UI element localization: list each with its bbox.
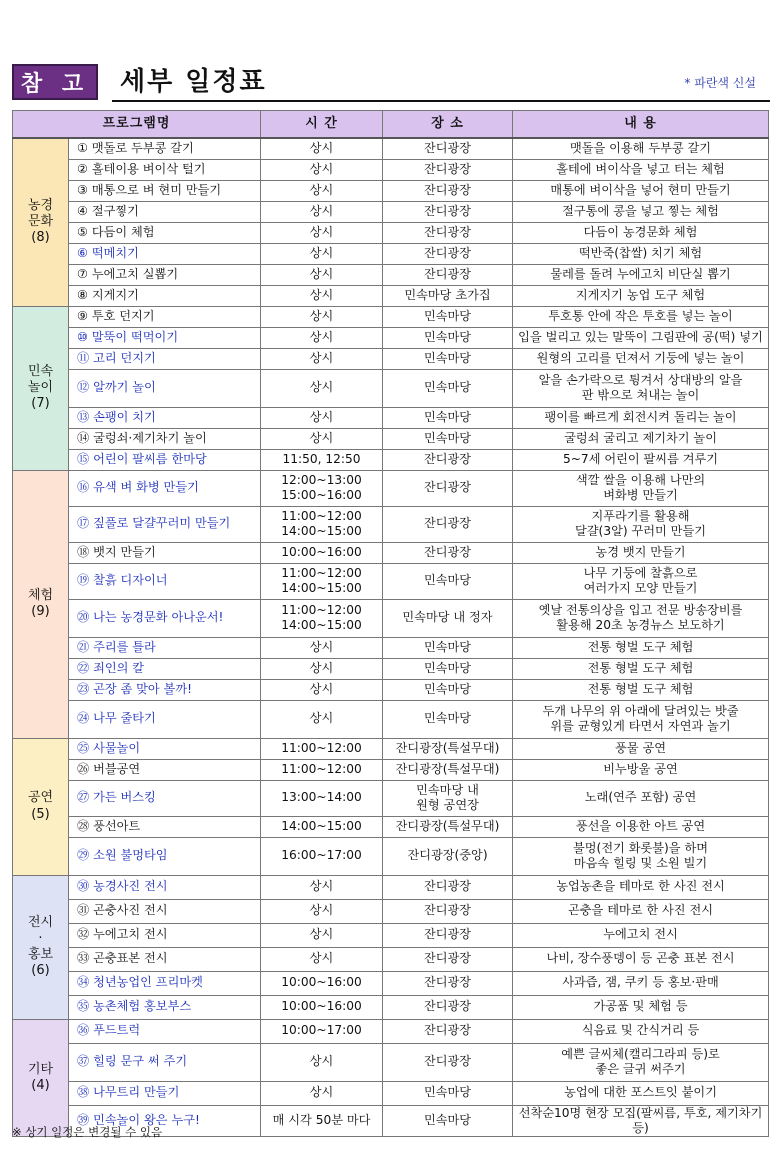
program-name: 손팽이 치기 (93, 409, 156, 424)
program-name: 힐링 문구 써 주기 (93, 1054, 188, 1069)
desc-cell: 농경 뱃지 만들기 (513, 542, 769, 563)
desc-cell: 비누방울 공연 (513, 759, 769, 780)
desc-cell: 선착순10명 현장 모집(팔씨름, 투호, 제기차기 등) (513, 1105, 769, 1137)
desc-cell: 전통 형벌 도구 체험 (513, 679, 769, 700)
time-cell: 14:00~15:00 (261, 816, 383, 837)
place-cell: 잔디광장 (383, 201, 513, 222)
program-name: 투호 던지기 (91, 308, 155, 323)
program-cell (69, 243, 261, 264)
program-number: ③ (77, 182, 88, 197)
program-name: 나는 농경문화 아나운서! (93, 610, 224, 625)
program-number: ㉝ (77, 951, 90, 966)
program-cell (69, 700, 261, 738)
table-row (13, 285, 769, 306)
program-number: ⑩ (77, 329, 88, 344)
document-header (12, 64, 770, 102)
program-number: ⑥ (77, 245, 88, 260)
place-cell: 민속마당 (383, 327, 513, 348)
program-number: ㊳ (77, 1085, 90, 1100)
program-name: 짚풀로 달걀꾸러미 만들기 (93, 516, 231, 531)
time-cell: 상시 (261, 138, 383, 159)
category-cell: 공연 (5) (13, 738, 69, 875)
program-cell (69, 428, 261, 449)
program-cell (69, 306, 261, 327)
program-number: ㊴ (77, 1113, 90, 1128)
category-cell: 민속 놀이 (7) (13, 306, 69, 470)
program-number: ㉚ (77, 879, 90, 894)
time-cell: 10:00~16:00 (261, 542, 383, 563)
program-number: ㉕ (77, 740, 90, 755)
table-row (13, 700, 769, 738)
program-number: ㉜ (77, 927, 90, 942)
desc-cell: 입을 벌리고 있는 말뚝이 그림판에 공(떡) 넣기 (513, 327, 769, 348)
program-number: ㉛ (77, 903, 90, 918)
table-row (13, 780, 769, 816)
table-row (13, 243, 769, 264)
time-cell: 16:00~17:00 (261, 837, 383, 875)
desc-cell: 절구통에 콩을 넣고 찧는 체험 (513, 201, 769, 222)
place-cell: 잔디광장(중앙) (383, 837, 513, 875)
desc-cell: 노래(연주 포함) 공연 (513, 780, 769, 816)
program-cell (69, 759, 261, 780)
category-cell: 체험 (9) (13, 470, 69, 738)
place-cell: 잔디광장 (383, 1043, 513, 1081)
time-cell: 10:00~16:00 (261, 995, 383, 1019)
time-cell: 상시 (261, 306, 383, 327)
table-row (13, 138, 769, 159)
program-number: ㉑ (77, 639, 90, 654)
place-cell: 민속마당 초가집 (383, 285, 513, 306)
program-number: ㉖ (77, 761, 90, 776)
table-row (13, 449, 769, 470)
program-cell (69, 947, 261, 971)
place-cell: 민속마당 내 정자 (383, 599, 513, 637)
program-name: 누에고치 전시 (93, 927, 168, 942)
time-cell: 상시 (261, 369, 383, 407)
desc-cell: 굴렁쇠 굴리고 제기차기 놀이 (513, 428, 769, 449)
time-cell: 상시 (261, 875, 383, 899)
program-cell (69, 738, 261, 759)
program-name: 찰흙 디자이너 (93, 573, 168, 588)
place-cell: 민속마당 (383, 369, 513, 407)
program-number: ⑦ (77, 266, 88, 281)
program-cell (69, 563, 261, 599)
table-row (13, 470, 769, 506)
program-number: ⑫ (77, 380, 90, 395)
program-name: 곤충표본 전시 (93, 951, 168, 966)
table-row (13, 306, 769, 327)
program-number: ㉓ (77, 681, 90, 696)
program-cell (69, 264, 261, 285)
table-row (13, 222, 769, 243)
place-cell: 민속마당 (383, 700, 513, 738)
place-cell: 잔디광장 (383, 264, 513, 285)
desc-cell: 식음료 및 간식거리 등 (513, 1019, 769, 1043)
program-number: ⑰ (77, 516, 90, 531)
desc-cell: 풍물 공연 (513, 738, 769, 759)
column-header: 내 용 (513, 111, 769, 139)
time-cell: 상시 (261, 407, 383, 428)
desc-cell: 농업농촌을 테마로 한 사진 전시 (513, 875, 769, 899)
program-name: 뱃지 만들기 (93, 544, 156, 559)
program-cell (69, 995, 261, 1019)
desc-cell: 가공품 및 체험 등 (513, 995, 769, 1019)
desc-cell: 전통 형벌 도구 체험 (513, 637, 769, 658)
table-row (13, 679, 769, 700)
program-cell (69, 138, 261, 159)
desc-cell: 두개 나무의 위 아래에 달려있는 밧줄 위를 균형있게 타면서 자연과 놀기 (513, 700, 769, 738)
desc-cell: 물레를 돌려 누에고치 비단실 뽑기 (513, 264, 769, 285)
place-cell: 잔디광장 (383, 138, 513, 159)
place-cell: 잔디광장 (383, 947, 513, 971)
program-cell (69, 875, 261, 899)
table-row (13, 348, 769, 369)
program-cell (69, 679, 261, 700)
program-number: ⑤ (77, 224, 88, 239)
program-name: 나무트리 만들기 (93, 1085, 180, 1100)
table-row (13, 899, 769, 923)
desc-cell: 나비, 장수풍뎅이 등 곤충 표본 전시 (513, 947, 769, 971)
program-name: 청년농업인 프리마켓 (93, 975, 203, 990)
time-cell: 상시 (261, 923, 383, 947)
place-cell: 잔디광장 (383, 159, 513, 180)
program-cell (69, 327, 261, 348)
place-cell: 민속마당 내 원형 공연장 (383, 780, 513, 816)
desc-cell: 매통에 벼이삭을 넣어 현미 만들기 (513, 180, 769, 201)
time-cell: 상시 (261, 700, 383, 738)
place-cell: 민속마당 (383, 348, 513, 369)
program-name: 절구찧기 (91, 203, 139, 218)
program-number: ⑭ (77, 430, 90, 445)
program-name: 주리를 틀라 (93, 639, 156, 654)
place-cell: 잔디광장 (383, 470, 513, 506)
program-cell (69, 369, 261, 407)
category-cell: 전시 · 홍보 (6) (13, 875, 69, 1019)
table-row (13, 837, 769, 875)
table-row (13, 947, 769, 971)
desc-cell: 전통 형벌 도구 체험 (513, 658, 769, 679)
place-cell: 민속마당 (383, 637, 513, 658)
program-number: ㉞ (77, 975, 90, 990)
place-cell: 잔디광장 (383, 449, 513, 470)
program-number: ⑧ (77, 287, 88, 302)
program-name: 곤장 좀 맞아 볼까! (93, 681, 192, 696)
time-cell: 11:50, 12:50 (261, 449, 383, 470)
place-cell: 민속마당 (383, 1081, 513, 1105)
table-header-row (13, 111, 769, 139)
table-row (13, 327, 769, 348)
desc-cell: 풍선을 이용한 아트 공연 (513, 816, 769, 837)
program-number: ⑬ (77, 409, 90, 424)
place-cell: 잔디광장(특설무대) (383, 738, 513, 759)
table-row (13, 1081, 769, 1105)
program-cell (69, 222, 261, 243)
time-cell: 상시 (261, 1043, 383, 1081)
time-cell: 13:00~14:00 (261, 780, 383, 816)
program-cell (69, 407, 261, 428)
time-cell: 상시 (261, 348, 383, 369)
time-cell: 상시 (261, 159, 383, 180)
program-cell (69, 816, 261, 837)
place-cell: 잔디광장(특설무대) (383, 816, 513, 837)
program-cell (69, 348, 261, 369)
program-name: 나무 줄타기 (93, 711, 156, 726)
program-number: ⑲ (77, 573, 90, 588)
desc-cell: 색깔 쌀을 이용해 나만의 벼화병 만들기 (513, 470, 769, 506)
program-name: 푸드트럭 (93, 1023, 141, 1038)
program-number: ⑯ (77, 480, 90, 495)
program-name: 농촌체험 홍보부스 (93, 999, 192, 1014)
program-number: ② (77, 161, 88, 176)
desc-cell: 맷돌을 이용해 두부콩 갈기 (513, 138, 769, 159)
time-cell: 11:00~12:00 (261, 759, 383, 780)
table-row (13, 875, 769, 899)
desc-cell: 사과즙, 잼, 쿠키 등 홍보·판매 (513, 971, 769, 995)
page-title: 세부 일정표 (120, 67, 267, 97)
program-name: 말뚝이 떡먹이기 (91, 329, 179, 344)
time-cell: 12:00~13:00 15:00~16:00 (261, 470, 383, 506)
program-name: 알까기 놀이 (93, 380, 156, 395)
table-row (13, 923, 769, 947)
time-cell: 상시 (261, 428, 383, 449)
time-cell: 상시 (261, 327, 383, 348)
place-cell: 잔디광장 (383, 875, 513, 899)
table-row (13, 506, 769, 542)
category-cell: 농경 문화 (8) (13, 138, 69, 306)
column-header: 시 간 (261, 111, 383, 139)
program-cell (69, 449, 261, 470)
time-cell: 상시 (261, 637, 383, 658)
time-cell: 11:00~12:00 14:00~15:00 (261, 506, 383, 542)
program-number: ⑳ (77, 610, 90, 625)
time-cell: 상시 (261, 222, 383, 243)
program-name: 농경사진 전시 (93, 879, 168, 894)
table-row (13, 407, 769, 428)
program-number: ⑪ (77, 350, 90, 365)
schedule-table (12, 110, 769, 1137)
place-cell: 잔디광장 (383, 995, 513, 1019)
program-number: ㉙ (77, 848, 90, 863)
place-cell: 민속마당 (383, 306, 513, 327)
table-body (13, 138, 769, 1137)
table-row (13, 369, 769, 407)
place-cell: 잔디광장 (383, 222, 513, 243)
table-row (13, 180, 769, 201)
program-name: 풍선아트 (93, 818, 141, 833)
time-cell: 상시 (261, 285, 383, 306)
program-name: 떡메치기 (91, 245, 139, 260)
program-name: 사물놀이 (93, 740, 141, 755)
time-cell: 상시 (261, 180, 383, 201)
program-number: ⑮ (77, 451, 90, 466)
program-name: 죄인의 칼 (93, 660, 145, 675)
category-cell: 기타 (4) (13, 1019, 69, 1137)
table-row (13, 759, 769, 780)
program-name: 다듬이 체험 (91, 224, 155, 239)
table-row (13, 201, 769, 222)
time-cell: 상시 (261, 264, 383, 285)
program-number: ㉘ (77, 818, 90, 833)
program-name: 소원 불멍타임 (93, 848, 168, 863)
table-row (13, 1043, 769, 1081)
place-cell: 민속마당 (383, 407, 513, 428)
desc-cell: 홀테에 벼이삭을 넣고 터는 체험 (513, 159, 769, 180)
desc-cell: 5~7세 어린이 팔씨름 겨루기 (513, 449, 769, 470)
program-number: ① (77, 141, 88, 156)
program-number: ㉒ (77, 660, 90, 675)
place-cell: 민속마당 (383, 428, 513, 449)
place-cell: 잔디광장 (383, 923, 513, 947)
desc-cell: 곤충을 테마로 한 사진 전시 (513, 899, 769, 923)
program-number: ⑨ (77, 308, 88, 323)
desc-cell: 떡반죽(찹쌀) 치기 체험 (513, 243, 769, 264)
program-cell (69, 1019, 261, 1043)
column-header: 장 소 (383, 111, 513, 139)
program-name: 홀테이용 벼이삭 털기 (91, 161, 206, 176)
program-name: 버블공연 (93, 761, 141, 776)
program-number: ⑱ (77, 544, 90, 559)
column-header: 프로그램명 (13, 111, 261, 139)
place-cell: 잔디광장 (383, 243, 513, 264)
program-number: ㊱ (77, 1023, 90, 1038)
desc-cell: 농업에 대한 포스트잇 붙이기 (513, 1081, 769, 1105)
desc-cell: 투호통 안에 작은 투호를 넣는 놀이 (513, 306, 769, 327)
desc-cell: 지푸라기를 활용해 달걀(3알) 꾸러미 만들기 (513, 506, 769, 542)
program-cell (69, 780, 261, 816)
place-cell: 민속마당 (383, 658, 513, 679)
table-row (13, 995, 769, 1019)
program-cell (69, 637, 261, 658)
desc-cell: 나무 기둥에 찰흙으로 여러가지 모양 만들기 (513, 563, 769, 599)
program-number: ㉔ (77, 711, 90, 726)
program-cell (69, 599, 261, 637)
desc-cell: 원형의 고리를 던져서 기둥에 넣는 놀이 (513, 348, 769, 369)
table-row (13, 542, 769, 563)
desc-cell: 알을 손가락으로 튕겨서 상대방의 알을 판 밖으로 쳐내는 놀이 (513, 369, 769, 407)
time-cell: 매 시각 50분 마다 (261, 1105, 383, 1137)
program-cell (69, 899, 261, 923)
place-cell: 잔디광장(특설무대) (383, 759, 513, 780)
table-row (13, 563, 769, 599)
desc-cell: 지게지기 농업 도구 체험 (513, 285, 769, 306)
program-number: ㉟ (77, 999, 90, 1014)
place-cell: 민속마당 (383, 563, 513, 599)
program-number: ㉗ (77, 790, 90, 805)
time-cell: 상시 (261, 679, 383, 700)
program-cell (69, 542, 261, 563)
program-name: 지게지기 (91, 287, 139, 302)
time-cell: 11:00~12:00 14:00~15:00 (261, 563, 383, 599)
place-cell: 잔디광장 (383, 971, 513, 995)
program-cell (69, 1043, 261, 1081)
program-name: 누에고치 실뽑기 (91, 266, 179, 281)
place-cell: 잔디광장 (383, 506, 513, 542)
desc-cell: 다듬이 농경문화 체험 (513, 222, 769, 243)
program-cell (69, 1081, 261, 1105)
desc-cell: 누에고치 전시 (513, 923, 769, 947)
program-name: 어린이 팔씨름 한마당 (93, 451, 207, 466)
program-cell (69, 506, 261, 542)
time-cell: 상시 (261, 1081, 383, 1105)
time-cell: 10:00~17:00 (261, 1019, 383, 1043)
program-cell (69, 201, 261, 222)
table-row (13, 658, 769, 679)
place-cell: 민속마당 (383, 1105, 513, 1137)
place-cell: 잔디광장 (383, 1019, 513, 1043)
program-name: 매통으로 벼 현미 만들기 (91, 182, 222, 197)
title-underline (112, 100, 770, 102)
program-cell (69, 971, 261, 995)
time-cell: 상시 (261, 899, 383, 923)
table-row (13, 1019, 769, 1043)
table-row (13, 971, 769, 995)
program-cell (69, 837, 261, 875)
program-cell (69, 658, 261, 679)
legend-note: * 파란색 신설 (684, 76, 756, 90)
program-name: 민속놀이 왕은 누구! (93, 1113, 200, 1128)
program-cell (69, 470, 261, 506)
time-cell: 11:00~12:00 (261, 738, 383, 759)
program-cell (69, 923, 261, 947)
program-cell (69, 180, 261, 201)
program-number: ④ (77, 203, 88, 218)
reference-badge: 참 고 (12, 64, 98, 100)
time-cell: 11:00~12:00 14:00~15:00 (261, 599, 383, 637)
program-name: 곤충사진 전시 (93, 903, 168, 918)
time-cell: 상시 (261, 243, 383, 264)
program-name: 유색 벼 화병 만들기 (93, 480, 199, 495)
place-cell: 민속마당 (383, 679, 513, 700)
table-row (13, 159, 769, 180)
table-row (13, 738, 769, 759)
desc-cell: 불멍(전기 화롯불)을 하며 마음속 힐링 및 소원 빌기 (513, 837, 769, 875)
desc-cell: 옛날 전통의상을 입고 전문 방송장비를 활용해 20초 농경뉴스 보도하기 (513, 599, 769, 637)
program-name: 굴렁쇠·제기차기 놀이 (93, 430, 207, 445)
table-row (13, 599, 769, 637)
place-cell: 잔디광장 (383, 542, 513, 563)
footer-note: ※ 상기 일정은 변경될 수 있음 (12, 1125, 163, 1139)
place-cell: 잔디광장 (383, 899, 513, 923)
program-name: 맷돌로 두부콩 갈기 (91, 141, 194, 156)
table-row (13, 264, 769, 285)
time-cell: 상시 (261, 201, 383, 222)
time-cell: 상시 (261, 947, 383, 971)
desc-cell: 예쁜 글씨체(캘리그라피 등)로 좋은 글귀 써주기 (513, 1043, 769, 1081)
table-row (13, 816, 769, 837)
program-cell (69, 159, 261, 180)
desc-cell: 팽이를 빠르게 회전시켜 돌리는 놀이 (513, 407, 769, 428)
time-cell: 10:00~16:00 (261, 971, 383, 995)
time-cell: 상시 (261, 658, 383, 679)
table-row (13, 428, 769, 449)
program-name: 고리 던지기 (93, 350, 156, 365)
place-cell: 잔디광장 (383, 180, 513, 201)
program-cell (69, 285, 261, 306)
program-name: 가든 버스킹 (93, 790, 156, 805)
table-row (13, 637, 769, 658)
program-number: ㊲ (77, 1054, 90, 1069)
